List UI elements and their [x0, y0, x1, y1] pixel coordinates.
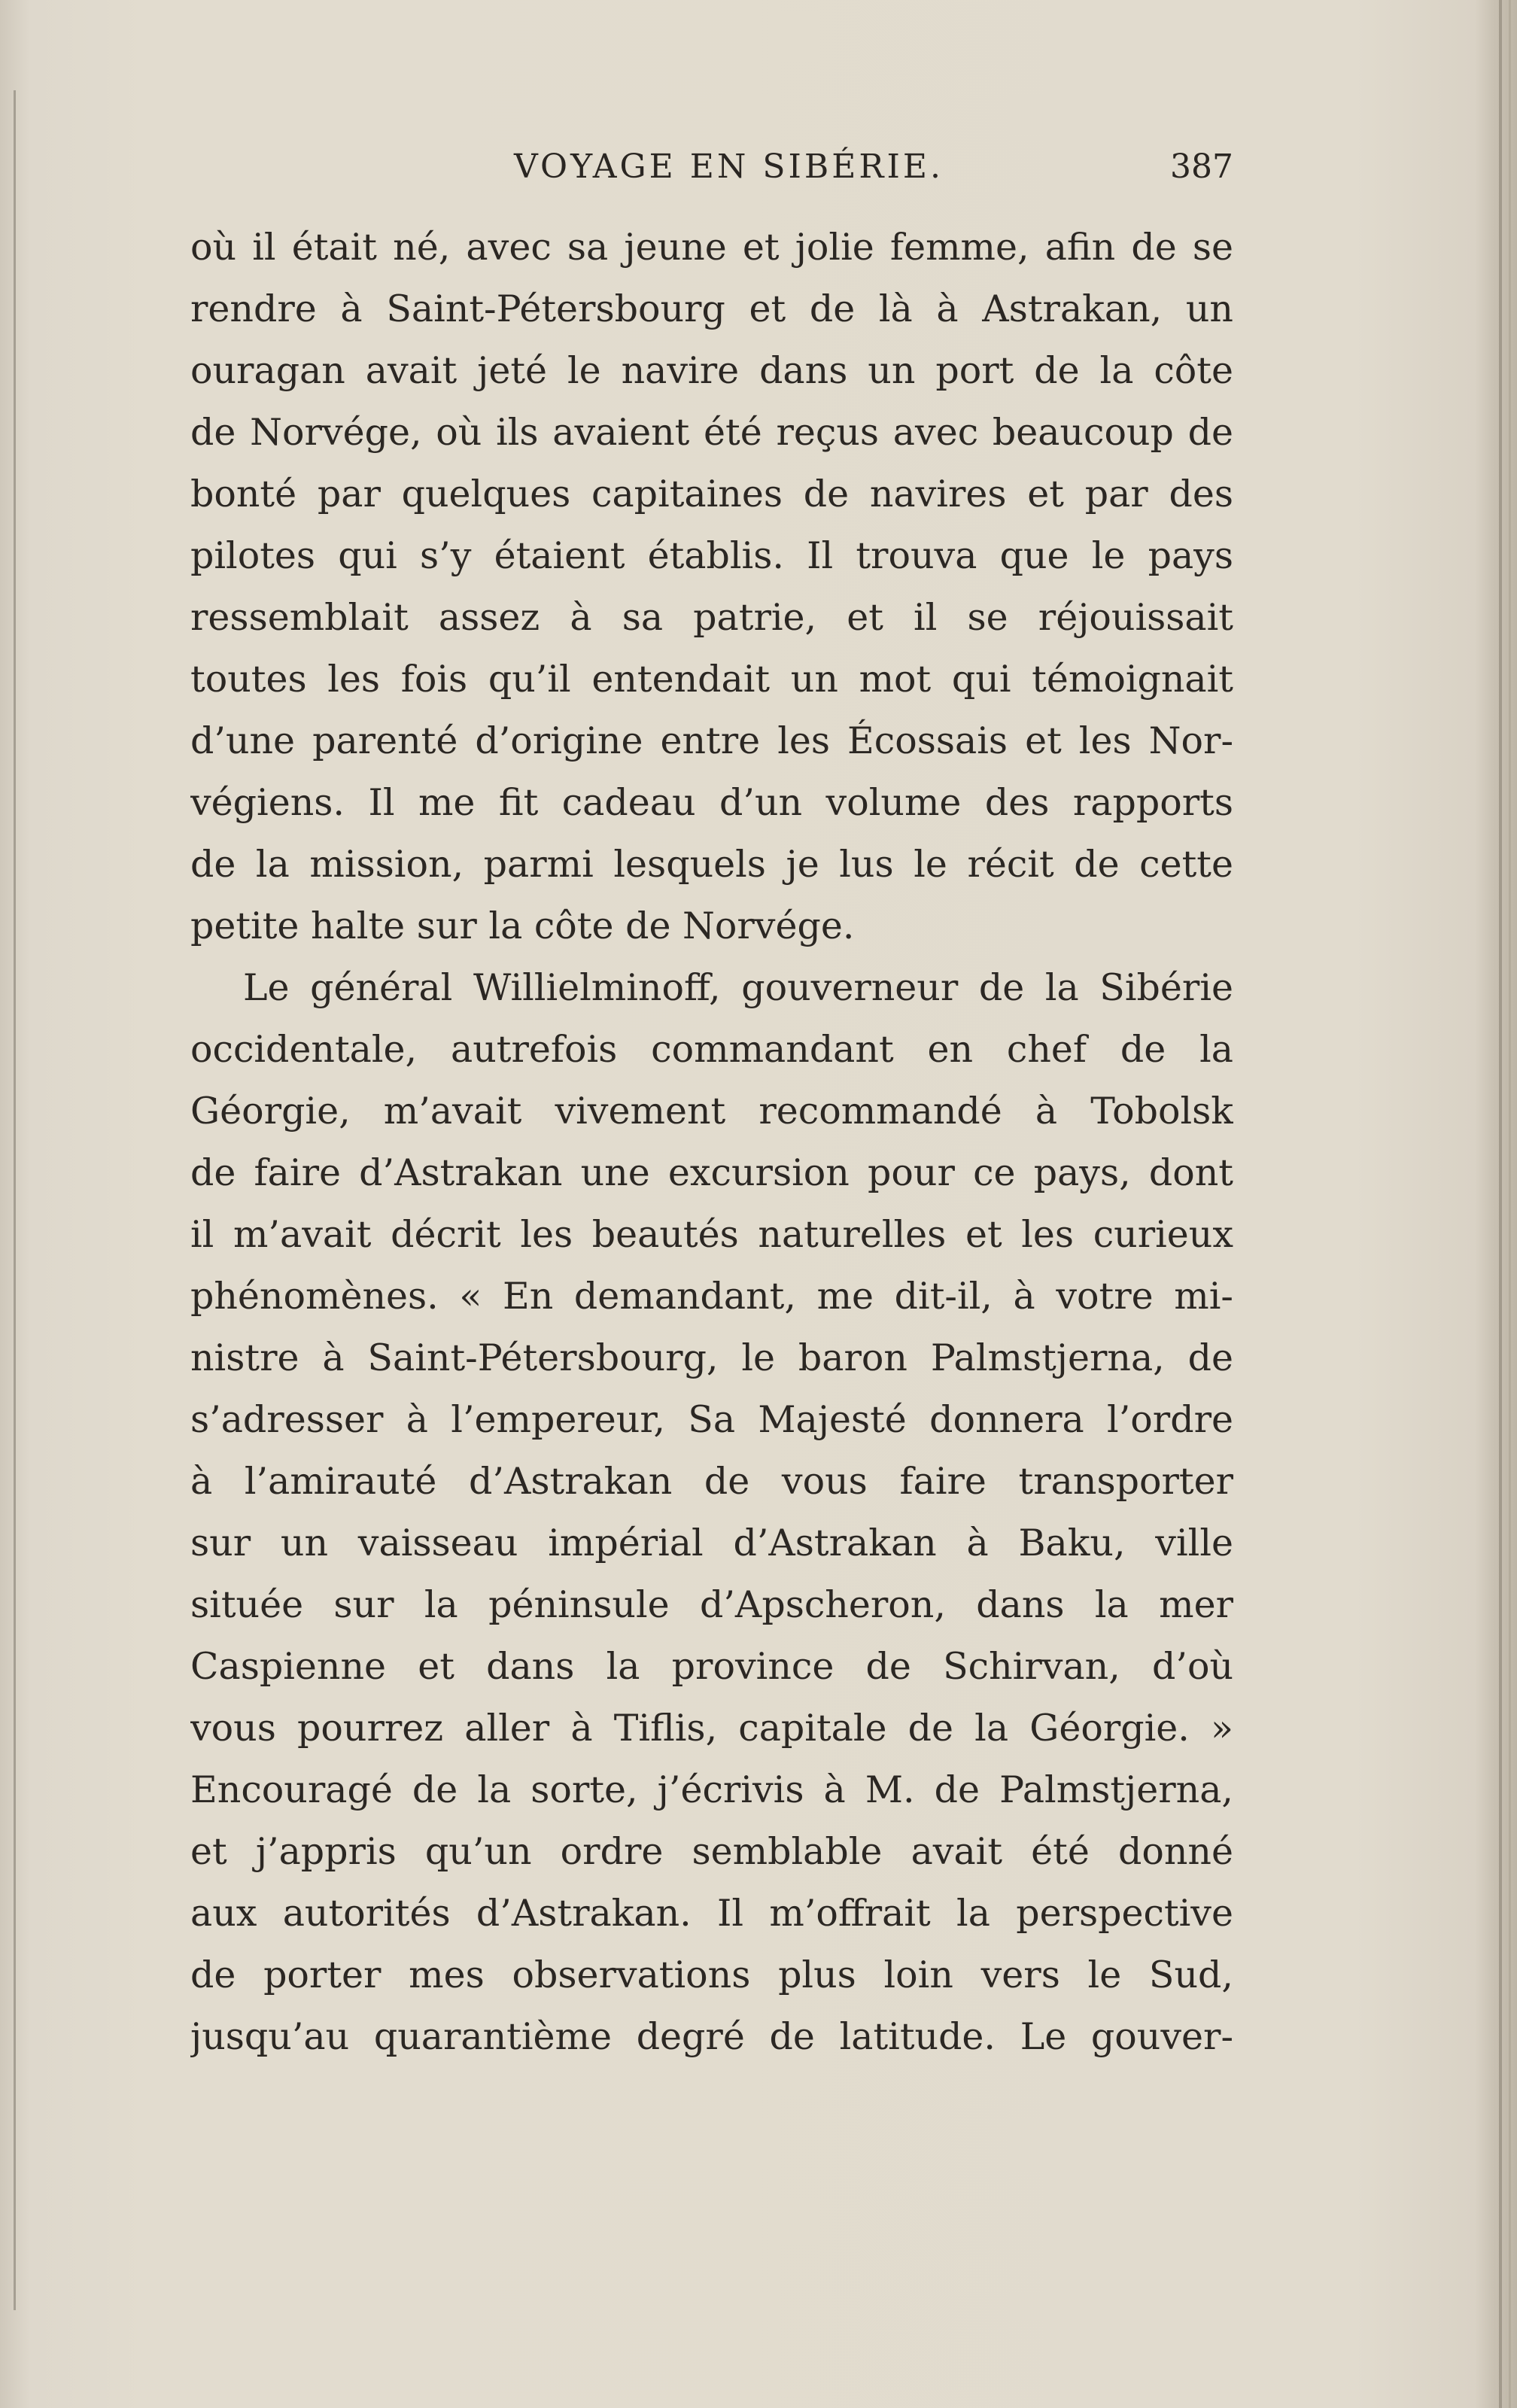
paragraph-2: [190, 957, 1233, 2068]
text-line: où il était né, avec sa jeune et jolie femme, afin de se: [190, 226, 1233, 269]
text-line: de faire d’Astrakan une excursion pour ce pays, dont: [190, 1151, 1233, 1194]
text-line: petite halte sur la côte de Norvége.: [190, 905, 855, 947]
text-line: phénomènes. « En demandant, me dit-il, à votre mi-: [190, 1275, 1233, 1318]
text-line: toutes les fois qu’il entendait un mot qui témoignait: [190, 658, 1233, 701]
text-line: bonté par quelques capitaines de navires et par des: [190, 473, 1233, 515]
text-line: de Norvége, où ils avaient été reçus avec beaucoup de: [190, 411, 1233, 454]
text-line: végiens. Il me fit cadeau d’un volume des rapports: [190, 781, 1233, 824]
text-line: ressemblait assez à sa patrie, et il se réjouissait: [190, 596, 1233, 639]
body-text: [190, 217, 1233, 2068]
page-edge: [1499, 0, 1502, 2408]
text-line: d’une parenté d’origine entre les Écossais et les Nor-: [190, 719, 1233, 762]
running-title: VOYAGE EN SIBÉRIE.: [514, 147, 944, 186]
text-line: de la mission, parmi lesquels je lus le récit de cette: [190, 843, 1233, 886]
page-edge-outer: [1509, 0, 1511, 2408]
text-line: à l’amirauté d’Astrakan de vous faire transporter: [190, 1460, 1233, 1503]
running-header: [190, 147, 1233, 200]
text-line: vous pourrez aller à Tiflis, capitale de la Géorgie. »: [190, 1707, 1233, 1750]
text-line: il m’avait décrit les beautés naturelles et les curieux: [190, 1213, 1233, 1256]
paragraph-1: [190, 217, 1233, 957]
text-line: de porter mes observations plus loin vers le Sud,: [190, 1953, 1233, 1996]
text-line: Le général Willielminoff, gouverneur de la Sibérie: [243, 966, 1233, 1009]
text-line: sur un vaisseau impérial d’Astrakan à Baku, ville: [190, 1522, 1233, 1564]
text-line: Encouragé de la sorte, j’écrivis à M. de Palmstjerna,: [190, 1768, 1233, 1811]
text-line: ouragan avait jeté le navire dans un port de la côte: [190, 349, 1233, 392]
gutter-shadow: [14, 90, 16, 2310]
text-line: occidentale, autrefois commandant en chef de la: [190, 1028, 1233, 1071]
page-number: 387: [1170, 147, 1233, 186]
text-line: Géorgie, m’avait vivement recommandé à Tobolsk: [190, 1090, 1233, 1133]
text-line: située sur la péninsule d’Apscheron, dans la mer: [190, 1583, 1233, 1626]
text-line: jusqu’au quarantième degré de latitude. Le gouver-: [190, 2015, 1233, 2058]
text-line: rendre à Saint-Pétersbourg et de là à Astrakan, un: [190, 287, 1233, 330]
text-line: et j’appris qu’un ordre semblable avait été donné: [190, 1830, 1233, 1873]
text-line: pilotes qui s’y étaient établis. Il trouva que le pays: [190, 534, 1233, 577]
text-line: s’adresser à l’empereur, Sa Majesté donnera l’ordre: [190, 1398, 1233, 1441]
text-line: aux autorités d’Astrakan. Il m’offrait la perspective: [190, 1892, 1233, 1935]
text-line: nistre à Saint-Pétersbourg, le baron Palmstjerna, de: [190, 1336, 1233, 1379]
text-line: Caspienne et dans la province de Schirvan, d’où: [190, 1645, 1233, 1688]
